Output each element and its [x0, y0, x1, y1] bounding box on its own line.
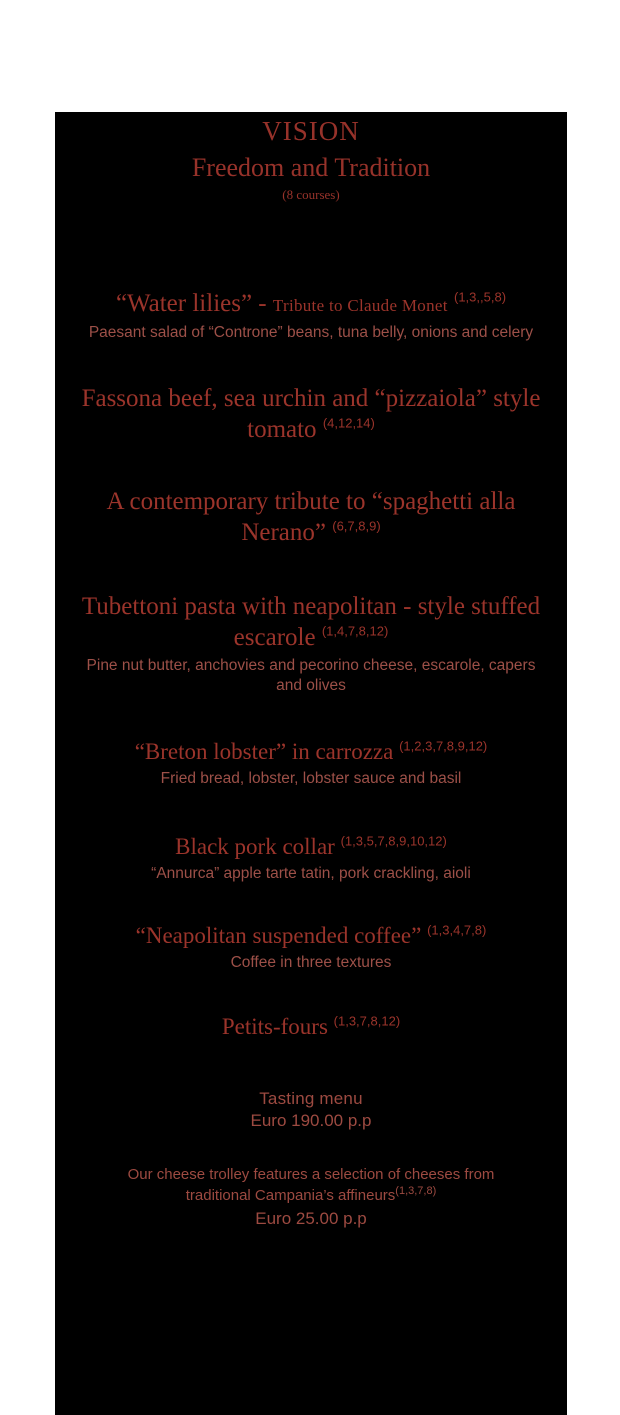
tasting-menu-price: Euro 190.00 p.p: [250, 1110, 372, 1130]
course-title: [69, 289, 553, 320]
course-allergens: (1,3,4,7,8): [427, 922, 487, 938]
course-allergens: (1,4,7,8,12): [321, 623, 389, 639]
cheese-line-1: Our cheese trolley features a selection of cheeses from: [127, 1165, 495, 1183]
course-title-main: A contemporary tribute to “spaghetti alla Nerano”: [106, 488, 516, 546]
page-title: VISION: [262, 116, 360, 146]
menu-course: [69, 289, 553, 342]
course-allergens: (1,2,3,7,8,9,12): [399, 738, 488, 754]
course-title: [69, 833, 553, 861]
course-description: Coffee in three textures: [230, 953, 392, 971]
course-description: “Annurca” apple tarte tatin, pork crackling, aioli: [151, 864, 471, 882]
course-allergens: (1,3,5,7,8,9,10,12): [340, 833, 447, 849]
course-title-tribute: Tribute to Claude Monet: [272, 296, 448, 315]
cheese-line-2-wrap: [73, 1184, 549, 1206]
course-title-main: Fassona beef, sea urchin and “pizzaiola” style tomato: [81, 385, 541, 443]
cheese-price: Euro 25.00 p.p: [255, 1208, 367, 1228]
course-description: Fried bread, lobster, lobster sauce and basil: [160, 770, 462, 788]
menu-course: [69, 738, 553, 789]
course-allergens: (1,3,7,8,12): [333, 1012, 401, 1028]
course-title: [69, 592, 553, 653]
course-allergens: (6,7,8,9): [332, 518, 381, 534]
menu-course: [69, 384, 553, 445]
cheese-allergens: (1,3,7,8): [395, 1185, 437, 1198]
course-title-main: Black pork collar: [175, 833, 335, 859]
cheese-trolley-note: [55, 1165, 567, 1229]
courses-count: (8 courses): [282, 187, 340, 202]
menu-course: [69, 922, 553, 973]
course-title-main: “Breton lobster” in carrozza: [134, 738, 394, 764]
course-allergens: (4,12,14): [322, 415, 375, 431]
cheese-line-2: traditional Campania’s affineurs: [185, 1187, 396, 1205]
menu-course: [69, 487, 553, 548]
course-title-main: Petits-fours: [221, 1013, 328, 1039]
menu-course: [69, 1013, 553, 1041]
course-title: [69, 922, 553, 950]
course-title: [69, 1013, 553, 1041]
course-title: [69, 487, 553, 548]
menu-subtitle: Freedom and Tradition: [191, 153, 431, 182]
course-title: [69, 384, 553, 445]
menu-course: [69, 833, 553, 884]
course-description: Paesant salad of “Controne” beans, tuna belly, onions and celery: [88, 323, 534, 341]
tasting-menu-label: Tasting menu: [259, 1088, 363, 1108]
course-title-main: “Water lilies” -: [115, 290, 267, 317]
course-title-main: “Neapolitan suspended coffee”: [135, 922, 422, 948]
course-title: [69, 738, 553, 766]
tasting-menu-footer: [55, 1089, 567, 1131]
menu-course: [69, 592, 553, 696]
course-allergens: (1,3,,5,8): [454, 289, 507, 305]
course-title-main: Tubettoni pasta with neapolitan - style stuffed escarole: [81, 593, 541, 651]
menu-panel: [55, 112, 567, 1415]
course-description: Pine nut butter, anchovies and pecorino cheese, escarole, capers and olives: [86, 657, 536, 695]
